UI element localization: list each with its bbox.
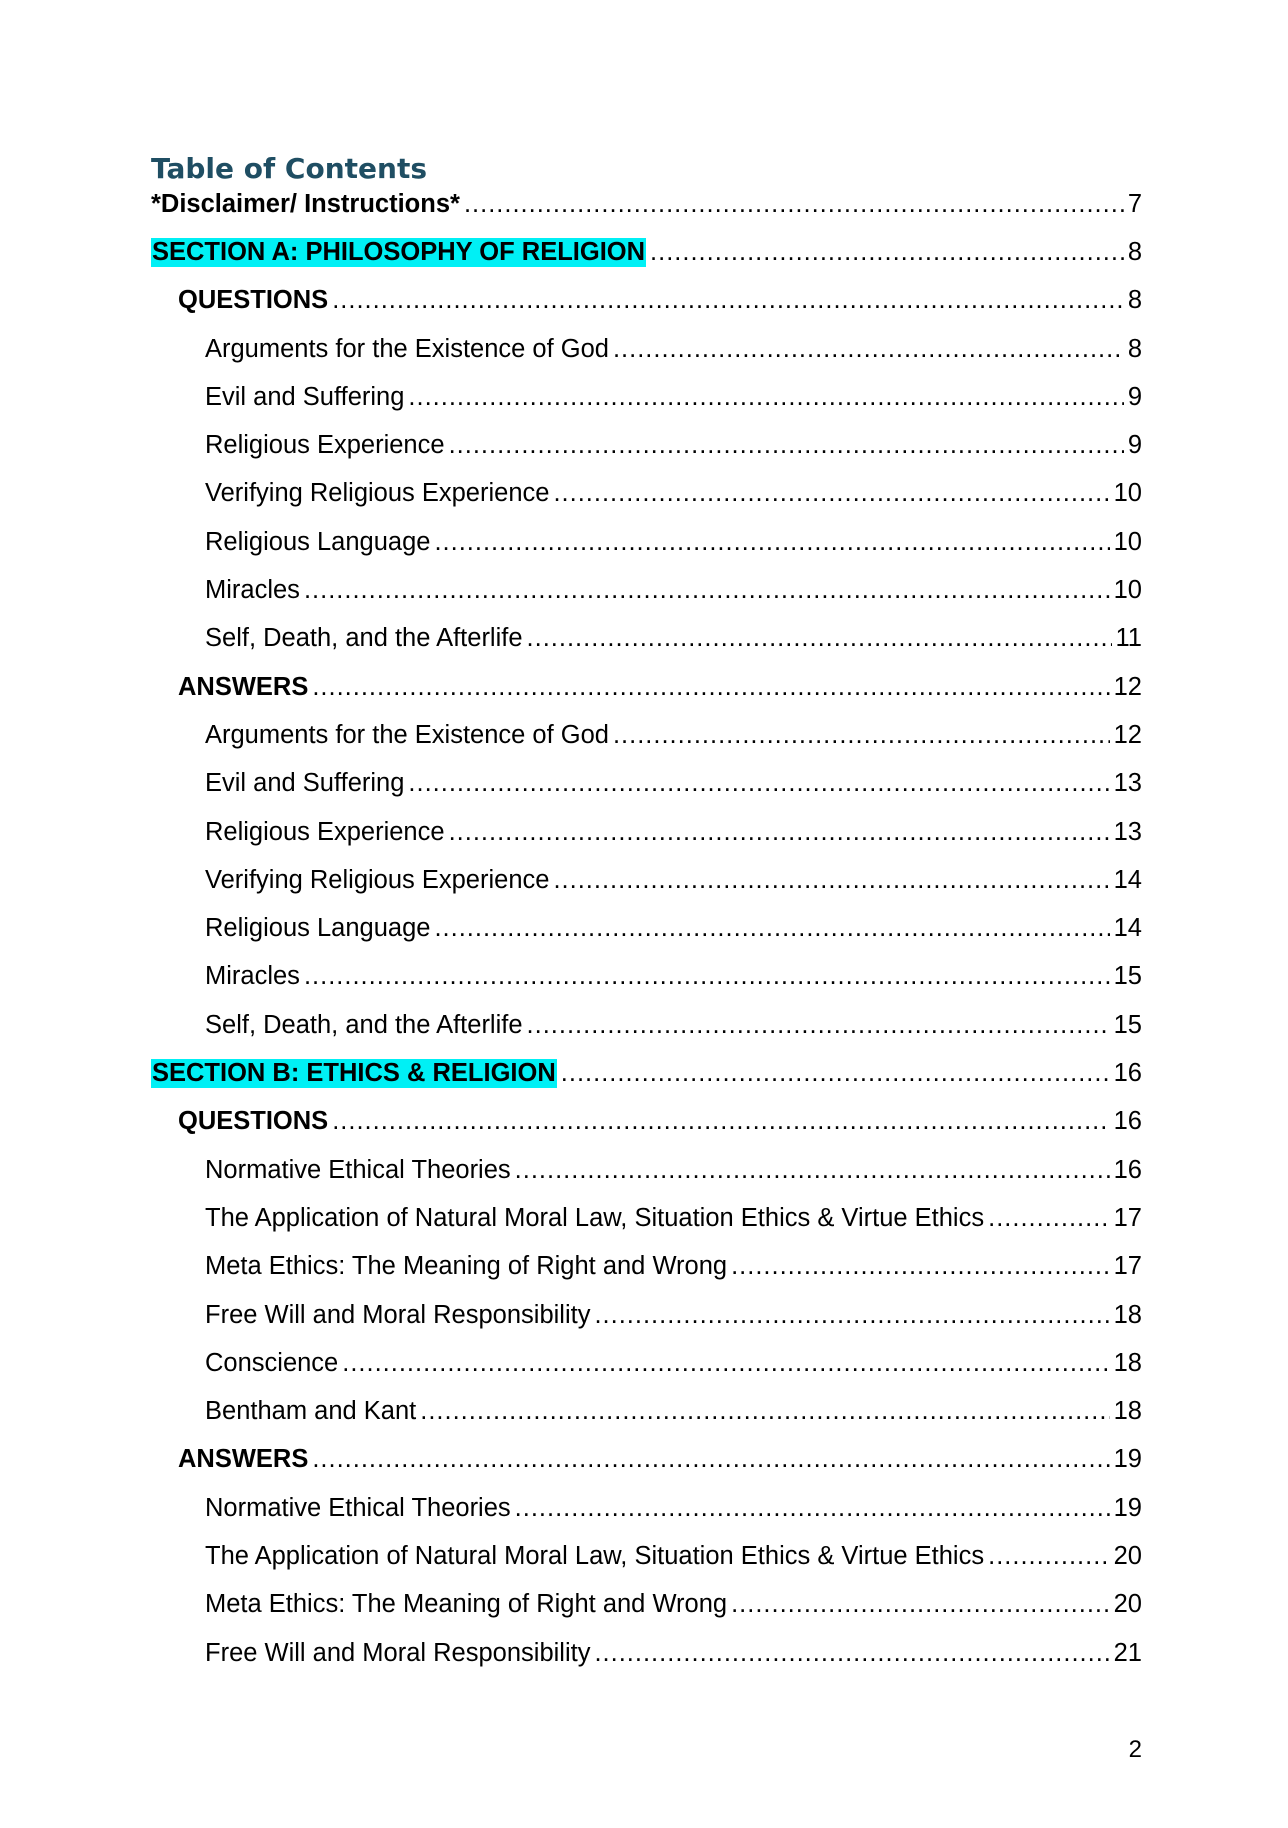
toc-entry[interactable] [151, 1156, 1142, 1204]
toc-entry[interactable] [151, 1204, 1142, 1252]
toc-entry-label: Self, Death, and the Afterlife [205, 624, 523, 653]
toc-entry-label: Normative Ethical Theories [205, 1493, 511, 1522]
toc-entry[interactable] [151, 962, 1142, 1010]
toc-dot-leader [988, 1204, 1110, 1233]
toc-entry[interactable] [151, 818, 1142, 866]
toc-dot-leader [515, 1156, 1110, 1185]
toc-entry[interactable] [151, 1349, 1142, 1397]
toc-entry-page: 18 [1113, 1397, 1142, 1426]
toc-entry-page: 20 [1113, 1542, 1142, 1571]
toc-entry-page: 16 [1113, 1107, 1142, 1136]
toc-entry-page: 15 [1113, 1010, 1142, 1039]
toc-entry-page: 14 [1113, 914, 1142, 943]
toc-entry[interactable] [151, 1542, 1142, 1590]
toc-dot-leader [594, 1301, 1109, 1330]
toc-dot-leader [408, 769, 1109, 798]
toc-dot-leader [650, 238, 1124, 267]
toc-dot-leader [449, 818, 1110, 847]
toc-entry-label: Self, Death, and the Afterlife [205, 1010, 523, 1039]
toc-entry-label: Evil and Suffering [205, 382, 405, 411]
toc-entry[interactable] [151, 190, 1142, 238]
toc-entry-label: *Disclaimer/ Instructions* [151, 190, 460, 218]
toc-entry-label: Religious Language [205, 527, 431, 556]
toc-entry-page: 20 [1113, 1590, 1142, 1619]
toc-entry-page: 14 [1113, 865, 1142, 894]
toc-entry[interactable] [151, 1059, 1142, 1107]
toc-dot-leader [988, 1542, 1110, 1571]
toc-entry[interactable] [151, 624, 1142, 672]
toc-entry-page: 13 [1113, 817, 1142, 846]
toc-entry-page: 16 [1113, 1155, 1142, 1184]
toc-entry-label: SECTION B: ETHICS & RELIGION [152, 1059, 556, 1088]
toc-entry-page: 19 [1113, 1493, 1142, 1522]
toc-dot-leader [342, 1349, 1109, 1378]
toc-entry-label: Meta Ethics: The Meaning of Right and Wrong [205, 1252, 728, 1281]
toc-entry-label: Arguments for the Existence of God [205, 720, 609, 749]
toc-dot-leader [464, 190, 1124, 219]
toc-dot-leader [613, 335, 1124, 364]
toc-entry[interactable] [151, 721, 1142, 769]
toc-entry-label: ANSWERS [178, 1445, 309, 1474]
toc-dot-leader [420, 1397, 1109, 1426]
page-number: 2 [1128, 1736, 1142, 1763]
toc-entry[interactable] [151, 383, 1142, 431]
toc-entry-page: 7 [1127, 190, 1142, 218]
toc-entry[interactable] [151, 576, 1142, 624]
toc-entry[interactable] [151, 769, 1142, 817]
toc-dot-leader [515, 1494, 1110, 1523]
toc-dot-leader [304, 576, 1110, 605]
toc-dot-leader [312, 673, 1109, 702]
toc-entry-label: QUESTIONS [178, 1107, 329, 1136]
toc-entry[interactable] [151, 1639, 1142, 1687]
toc-dot-leader [527, 1011, 1110, 1040]
toc-entry-label: Religious Experience [205, 431, 445, 460]
toc-entry-label: Miracles [205, 576, 300, 605]
toc-entry-label: Normative Ethical Theories [205, 1155, 511, 1184]
toc-entry[interactable] [151, 866, 1142, 914]
toc-entry-page: 10 [1113, 527, 1142, 556]
toc-entry[interactable] [151, 479, 1142, 527]
toc-entry-label: QUESTIONS [178, 286, 329, 315]
toc-entry-label: The Application of Natural Moral Law, Situation Ethics & Virtue Ethics [205, 1203, 985, 1232]
toc-entry-page: 12 [1113, 720, 1142, 749]
toc-entry[interactable] [151, 1107, 1142, 1155]
toc-entry-page: 8 [1127, 286, 1142, 315]
toc-entry-page: 18 [1113, 1348, 1142, 1377]
toc-dot-leader [613, 721, 1110, 750]
toc-entry[interactable] [151, 1590, 1142, 1638]
toc-entry-label: Evil and Suffering [205, 769, 405, 798]
toc-entry-label: ANSWERS [178, 672, 309, 701]
toc-entry[interactable] [151, 1494, 1142, 1542]
toc-dot-leader [449, 431, 1124, 460]
toc-dot-leader [434, 528, 1109, 557]
toc-dot-leader [527, 624, 1112, 653]
toc-entry-page: 8 [1127, 238, 1142, 266]
toc-entry[interactable] [151, 1252, 1142, 1300]
toc-dot-leader [408, 383, 1123, 412]
toc-entry-page: 13 [1113, 769, 1142, 798]
toc-entry-page: 17 [1113, 1203, 1142, 1232]
toc-entry-label: Verifying Religious Experience [205, 865, 550, 894]
toc-entry-page: 9 [1127, 431, 1142, 460]
toc-entry-label: Religious Experience [205, 817, 445, 846]
toc-entry-page: 19 [1113, 1445, 1142, 1474]
toc-entry-label: Free Will and Moral Responsibility [205, 1300, 591, 1329]
toc-entry[interactable] [151, 1445, 1142, 1493]
toc-entry-label: Conscience [205, 1348, 339, 1377]
toc-entry-label: Arguments for the Existence of God [205, 334, 609, 363]
toc-dot-leader [731, 1252, 1110, 1281]
toc-entry[interactable] [151, 1301, 1142, 1349]
toc-entry-page: 18 [1113, 1300, 1142, 1329]
toc-entry-label: The Application of Natural Moral Law, Situation Ethics & Virtue Ethics [205, 1542, 985, 1571]
toc-list [151, 190, 1142, 1687]
toc-dot-leader [553, 866, 1109, 895]
toc-entry-page: 10 [1113, 479, 1142, 508]
toc-entry[interactable] [151, 431, 1142, 479]
toc-dot-leader [553, 479, 1109, 508]
toc-entry-page: 12 [1113, 672, 1142, 701]
toc-dot-leader [594, 1639, 1109, 1668]
toc-entry[interactable] [151, 1397, 1142, 1445]
toc-entry[interactable] [151, 528, 1142, 576]
toc-entry-label: Meta Ethics: The Meaning of Right and Wrong [205, 1590, 728, 1619]
toc-entry-page: 15 [1113, 962, 1142, 991]
toc-title: Table of Contents [151, 152, 428, 185]
toc-entry-label: SECTION A: PHILOSOPHY OF RELIGION [152, 238, 646, 266]
toc-dot-leader [332, 286, 1124, 315]
toc-entry-page: 9 [1127, 382, 1142, 411]
toc-dot-leader [332, 1107, 1109, 1136]
toc-entry-page: 11 [1115, 624, 1142, 653]
toc-dot-leader [561, 1059, 1110, 1088]
toc-entry-page: 8 [1127, 334, 1142, 363]
toc-entry-label: Religious Language [205, 914, 431, 943]
toc-dot-leader [312, 1445, 1109, 1474]
toc-entry-page: 21 [1113, 1638, 1142, 1667]
toc-entry-label: Free Will and Moral Responsibility [205, 1638, 591, 1667]
toc-entry[interactable] [151, 286, 1142, 334]
toc-entry-page: 16 [1113, 1059, 1142, 1088]
toc-dot-leader [304, 962, 1110, 991]
toc-dot-leader [731, 1590, 1110, 1619]
toc-entry-label: Bentham and Kant [205, 1397, 417, 1426]
toc-entry-page: 10 [1113, 576, 1142, 605]
toc-entry-label: Miracles [205, 962, 300, 991]
toc-entry-page: 17 [1113, 1252, 1142, 1281]
toc-dot-leader [434, 914, 1109, 943]
toc-entry[interactable] [151, 914, 1142, 962]
toc-entry-label: Verifying Religious Experience [205, 479, 550, 508]
toc-entry[interactable] [151, 335, 1142, 383]
toc-entry[interactable] [151, 238, 1142, 286]
toc-entry[interactable] [151, 1011, 1142, 1059]
toc-entry[interactable] [151, 673, 1142, 721]
